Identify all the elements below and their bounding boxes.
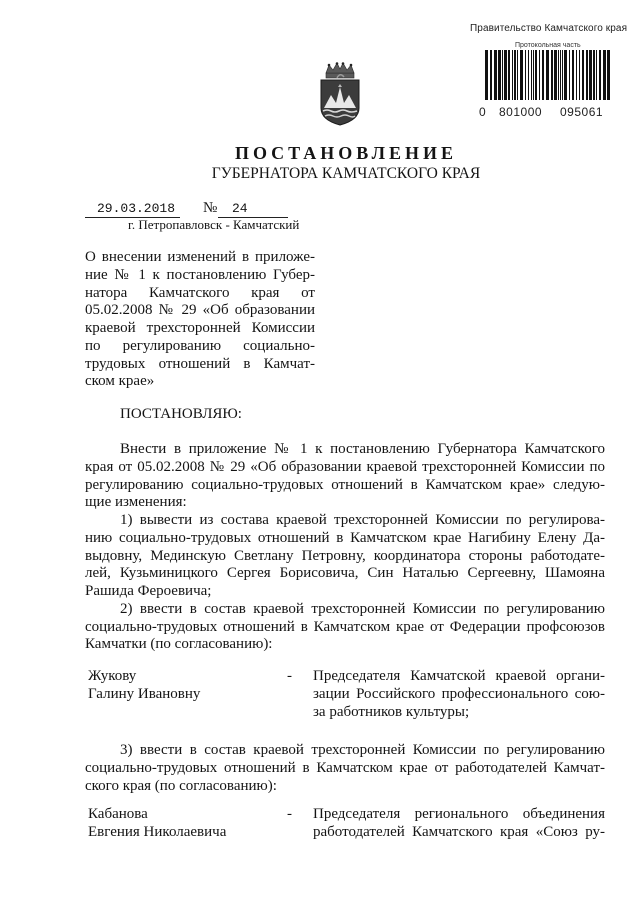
barcode-bar [542,50,544,100]
subject-line: натора Камчатского края от [85,284,315,301]
item-1-paragraph [85,512,605,601]
barcode-bar [554,50,557,100]
barcode [485,50,610,100]
member-position-line: Председателя Камчатской краевой органи- [313,668,605,684]
body-line: лей, Кузьминицкого Сергея Борисовича, Син Наталью Сергеевну, Шамояна [85,565,605,582]
barcode-bar [508,50,510,100]
barcode-bar [525,50,526,100]
body-line: Рашида Фероевича; [85,583,212,599]
body-line: края от 05.02.2008 № 29 «Об образовании краевой трехсторонней Комиссии по [85,458,605,475]
document-date: 29.03.2018 [97,201,176,216]
member-name [88,806,278,842]
barcode-bar [546,50,549,100]
member-position [313,668,605,721]
barcode-bar [520,50,523,100]
item-3-paragraph [85,742,605,795]
barcode-bar [485,50,488,100]
member-position-line: за работников культуры; [313,703,470,720]
number-sign: № [203,200,218,216]
member-position-line: Председателя регионального объединения [313,806,605,822]
body-line: социально-трудовых отношений в Камчатском крае от работодателей Камчат- [85,759,605,776]
barcode-bar [502,50,503,100]
barcode-bar [607,50,610,100]
barcode-bar [603,50,606,100]
subject-line: 05.02.2008 № 29 «Об образовании [85,302,315,319]
barcode-bar [533,50,534,100]
barcode-digit-group: 095061 [560,105,604,119]
barcode-bar [498,50,501,100]
member-position [313,806,605,842]
barcode-bar [512,50,513,100]
barcode-bar [517,50,518,100]
member-name-line: Галину Ивановну [88,685,201,702]
kamchatka-coat-of-arms-icon [317,62,363,126]
barcode-bar [576,50,577,100]
barcode-bar [490,50,492,100]
barcode-bar [531,50,532,100]
document-subject [85,249,315,391]
member-position-line: зации Российского профессионального сою- [313,685,605,702]
member-dash: - [287,668,292,684]
barcode-bar [560,50,561,100]
intro-paragraph [85,441,605,512]
subject-line: краевой трехсторонней Комиссии [85,320,315,336]
body-line: 3) ввести в состав краевой трехсторонней Комиссии по регулированию [120,742,605,758]
decree-word: ПОСТАНОВЛЯЮ: [120,406,242,422]
barcode-digit-prefix: 0 [479,105,486,119]
barcode-bar [514,50,516,100]
stamp-section: Протокольная часть [515,42,581,49]
barcode-bar [528,50,529,100]
stamp-organization: Правительство Камчатского края [470,23,628,34]
subject-line: трудовых отношений в Камчат- [85,355,315,372]
barcode-bar [558,50,559,100]
subject-line: О внесении изменений в приложе- [85,249,315,265]
barcode-bar [589,50,592,100]
barcode-bar [564,50,567,100]
body-line: выдовну, Мединскую Светлану Петровну, координатора стороны работодате- [85,547,605,564]
document-number: 24 [232,201,248,216]
barcode-bar [535,50,537,100]
barcode-digit-group: 801000 [499,105,543,119]
barcode-bar [551,50,553,100]
body-line: регулированию социально-трудовых отношений в Камчатском крае» следую- [85,476,605,493]
barcode-bar [579,50,580,100]
barcode-bar [569,50,570,100]
body-line: Внести в приложение № 1 к постановлению Губернатора Камчатского [120,441,605,457]
subject-line: ском крае» [85,373,155,390]
barcode-bar [494,50,497,100]
body-line: ского края (по согласованию): [85,777,277,794]
document-body [85,441,605,654]
barcode-bar [593,50,595,100]
subject-line: ние № 1 к постановлению Губер- [85,266,315,283]
subject-line: по регулированию социально- [85,337,315,354]
body-line: 1) вывести из состава краевой трехсторонней Комиссии по регулирова- [120,512,605,528]
member-position-line: работодателей Камчатского края «Союз ру- [313,823,605,840]
document-subtitle: ГУБЕРНАТОРА КАМЧАТСКОГО КРАЯ [211,165,481,182]
body-line: Камчатки (по согласованию): [85,636,273,653]
barcode-bar [572,50,574,100]
body-line: социально-трудовых отношений в Камчатском крае от Федерации профсоюзов [85,618,605,635]
document-place: г. Петропавловск - Камчатский [128,217,300,232]
barcode-bar [599,50,601,100]
barcode-bar [562,50,563,100]
member-name-line: Жукову [88,668,137,684]
document-title: ПОСТАНОВЛЕНИЕ [234,143,458,163]
body-line: щие изменения: [85,494,187,511]
member-name-line: Евгения Николаевича [88,823,227,840]
barcode-bar [582,50,584,100]
barcode-bar [596,50,597,100]
body-line: 2) ввести в состав краевой трехсторонней Комиссии по регулированию [120,600,605,617]
barcode-bar [539,50,540,100]
body-line: нию социально-трудовых отношений в Камчатском крае Нагибину Елену Да- [85,529,605,546]
member-dash: - [287,806,292,822]
barcode-bar [504,50,507,100]
barcode-bar [586,50,588,100]
member-name-line: Кабанова [88,806,148,822]
member-name [88,668,278,704]
item-2-paragraph [85,601,605,654]
